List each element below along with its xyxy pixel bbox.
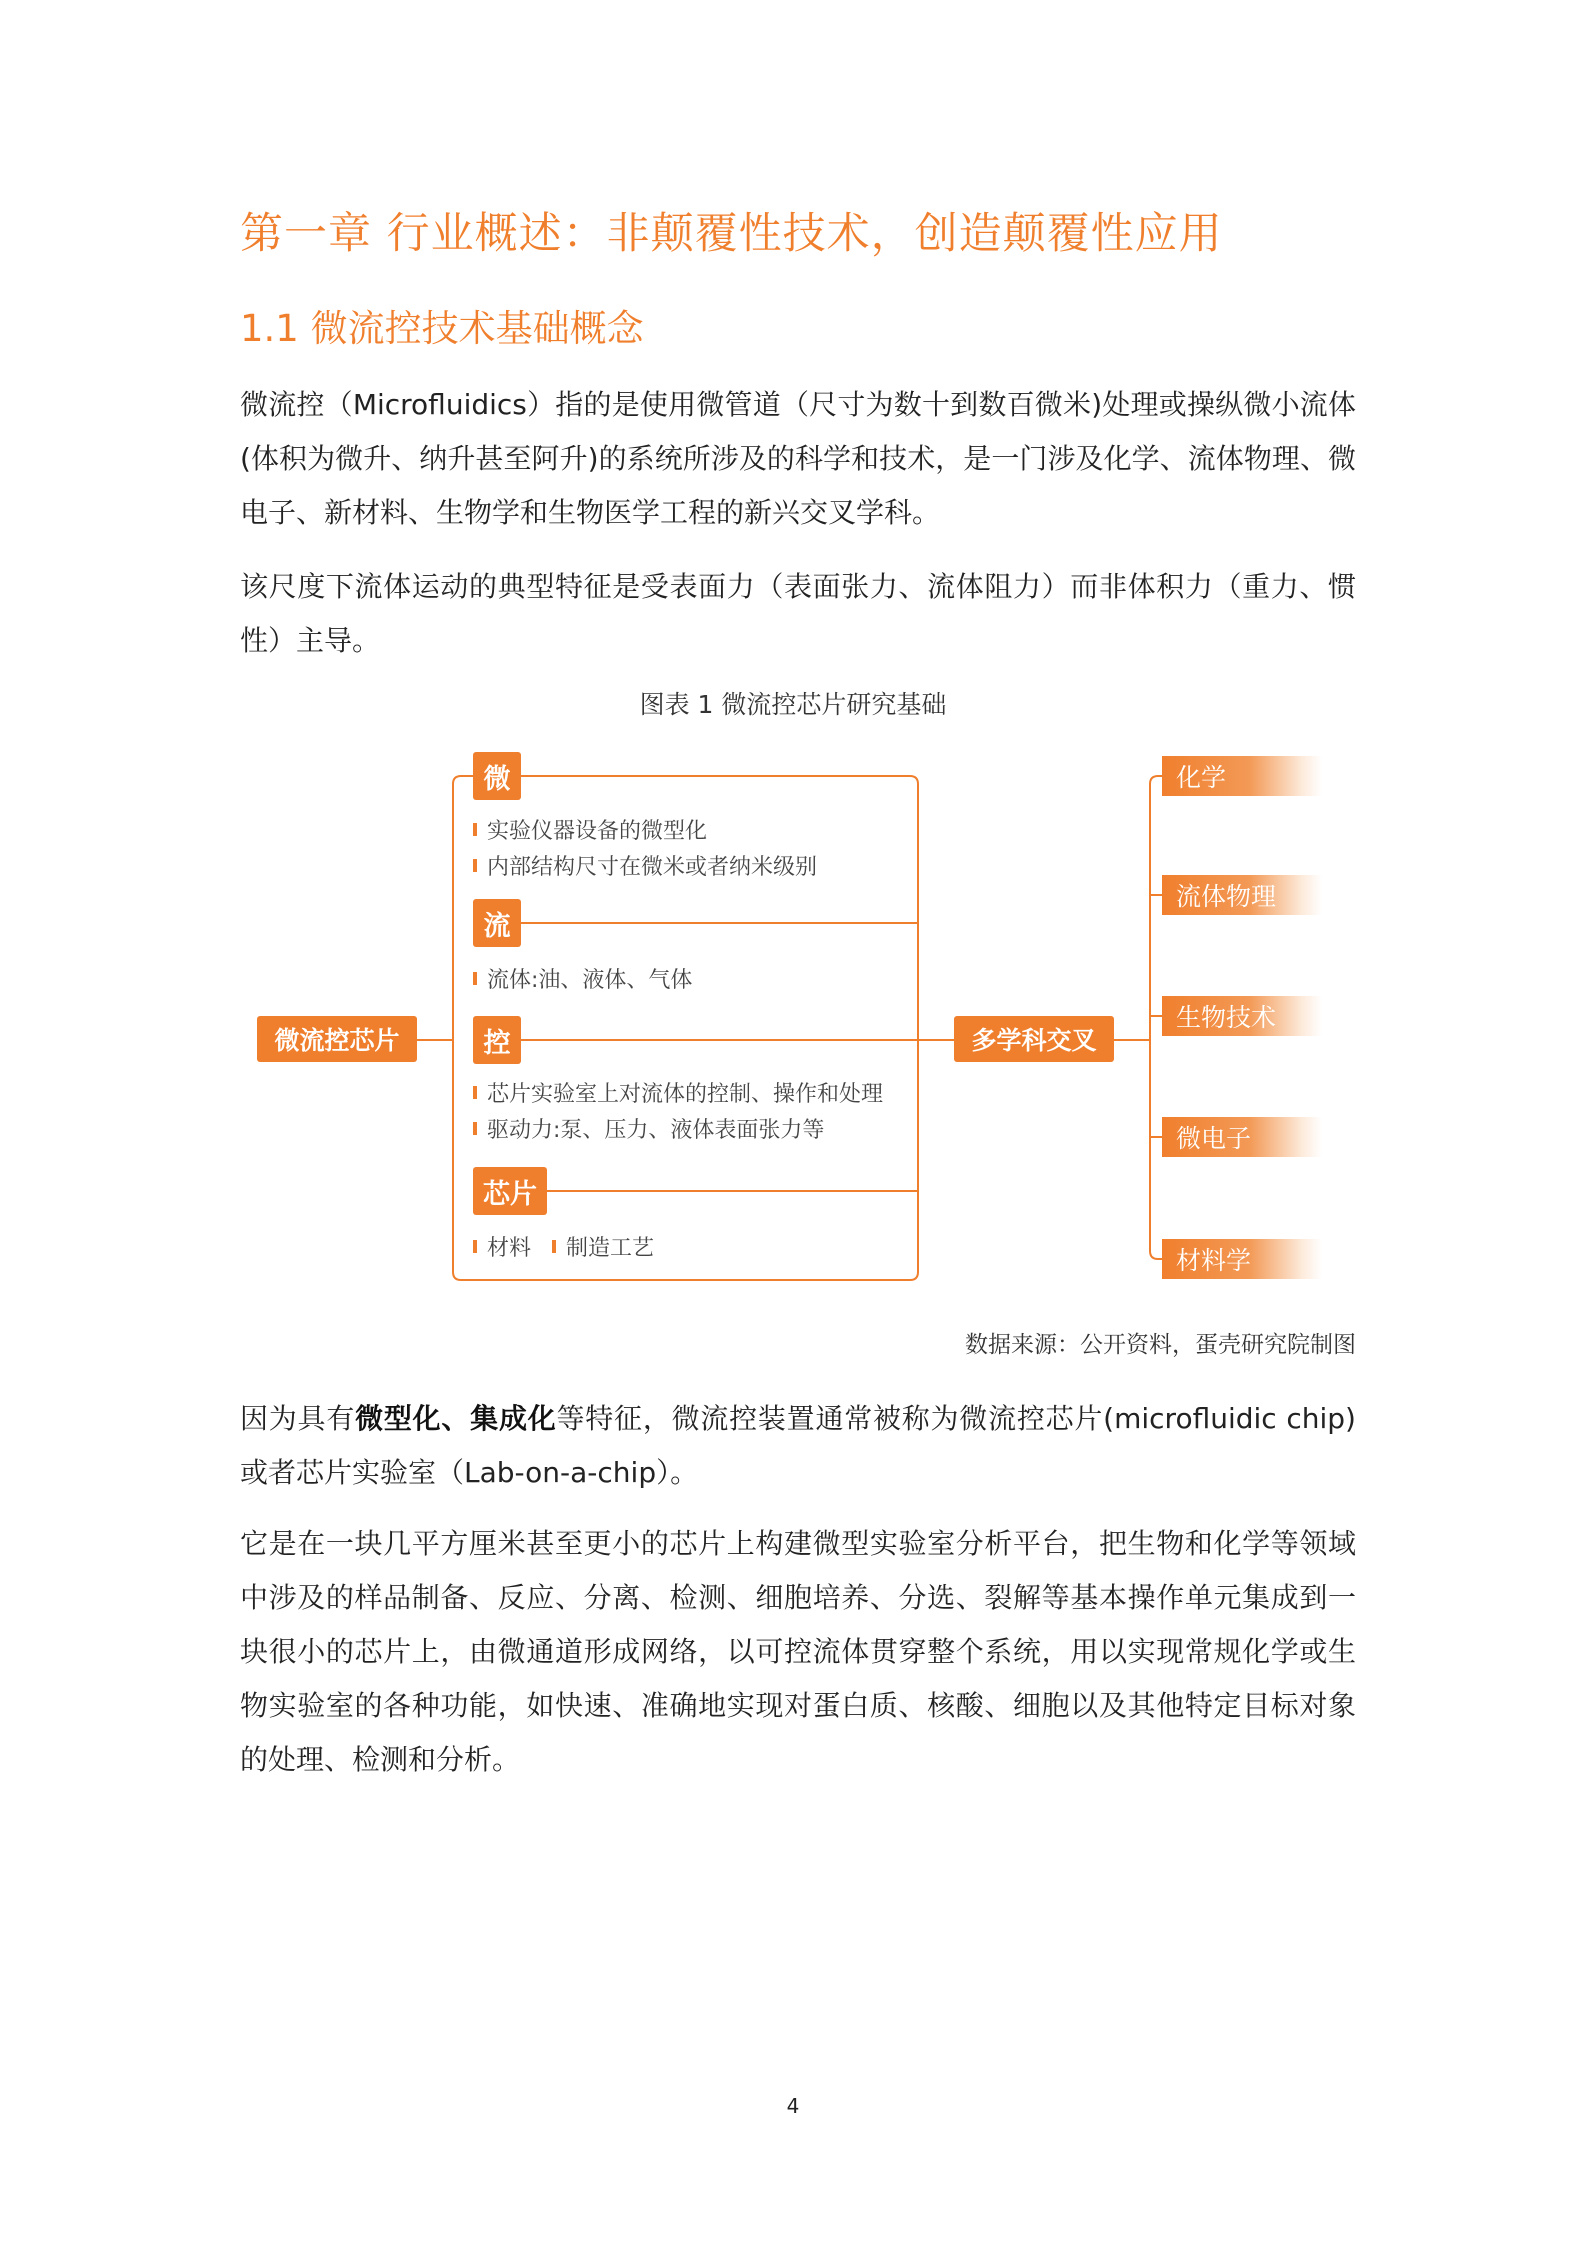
bullet-marker <box>473 1240 477 1253</box>
bullet-item: 制造工艺 <box>552 1231 654 1262</box>
bullet-marker <box>473 972 477 985</box>
bold-emphasis: 微型化、集成化 <box>355 1402 557 1435</box>
discipline-tag-fluid-physics: 流体物理 <box>1162 875 1322 915</box>
center-node-microfluidic-chip: 微流控芯片 <box>257 1016 417 1062</box>
bullet-item: 内部结构尺寸在微米或者纳米级别 <box>473 850 817 881</box>
bullet-marker <box>552 1240 556 1253</box>
bullet-marker <box>473 823 477 836</box>
discipline-tag-biotech: 生物技术 <box>1162 996 1322 1036</box>
chapter-title: 第一章 行业概述：非颠覆性技术，创造颠覆性应用 <box>240 209 1223 259</box>
bullet-item: 实验仪器设备的微型化 <box>473 814 707 845</box>
figure-caption: 图表 1 微流控芯片研究基础 <box>639 690 947 719</box>
key-node-micro: 微 <box>473 752 521 800</box>
hub-node-interdisciplinary: 多学科交叉 <box>954 1016 1114 1062</box>
bullet-marker <box>473 859 477 872</box>
bullet-item: 芯片实验室上对流体的控制、操作和处理 <box>473 1077 883 1108</box>
discipline-tag-chemistry: 化学 <box>1162 756 1322 796</box>
bullet-marker <box>473 1086 477 1099</box>
paragraph-surface-force: 该尺度下流体运动的典型特征是受表面力（表面张力、流体阻力）而非体积力（重力、惯性）主导。 <box>240 570 1356 657</box>
discipline-tag-microelectronics: 微电子 <box>1162 1117 1322 1157</box>
key-node-chip: 芯片 <box>473 1167 547 1215</box>
bullet-item: 驱动力:泵、压力、液体表面张力等 <box>473 1113 824 1144</box>
key-node-flow: 流 <box>473 899 521 947</box>
paragraph-definition: 微流控（Microfluidics）指的是使用微管道（尺寸为数十到数百微米)处理或操纵微小流体(体积为微升、纳升甚至阿升)的系统所涉及的科学和技术，是一门涉及化学、流体物理、微电子、新材料、生物学和生物医学工程的新兴交叉学科。 <box>240 388 1356 529</box>
figure-source: 数据来源：公开资料，蛋壳研究院制图 <box>965 1332 1356 1358</box>
bullet-marker <box>473 1122 477 1135</box>
page-number: 4 <box>786 2094 800 2118</box>
discipline-tag-materials: 材料学 <box>1162 1239 1322 1279</box>
section-title: 1.1 微流控技术基础概念 <box>240 307 644 350</box>
paragraph-chip-names: 因为具有微型化、集成化等特征，微流控装置通常被称为微流控芯片(microfluidic chip)或者芯片实验室（Lab-on-a-chip）。 <box>240 1402 1356 1489</box>
paragraph-lab-on-chip: 它是在一块几平方厘米甚至更小的芯片上构建微型实验室分析平台，把生物和化学等领域中涉及的样品制备、反应、分离、检测、细胞培养、分选、裂解等基本操作单元集成到一块很小的芯片上，由微通道形成网络，以可控流体贯穿整个系统，用以实现常规化学或生物实验室的各种功能，如快速、准确地实现对蛋白质、核酸、细胞以及其他特定目标对象的处理、检测和分析。 <box>240 1527 1356 1776</box>
bullet-item: 流体:油、液体、气体 <box>473 963 692 994</box>
bullet-item: 材料 <box>473 1231 531 1262</box>
key-node-control: 控 <box>473 1016 521 1064</box>
